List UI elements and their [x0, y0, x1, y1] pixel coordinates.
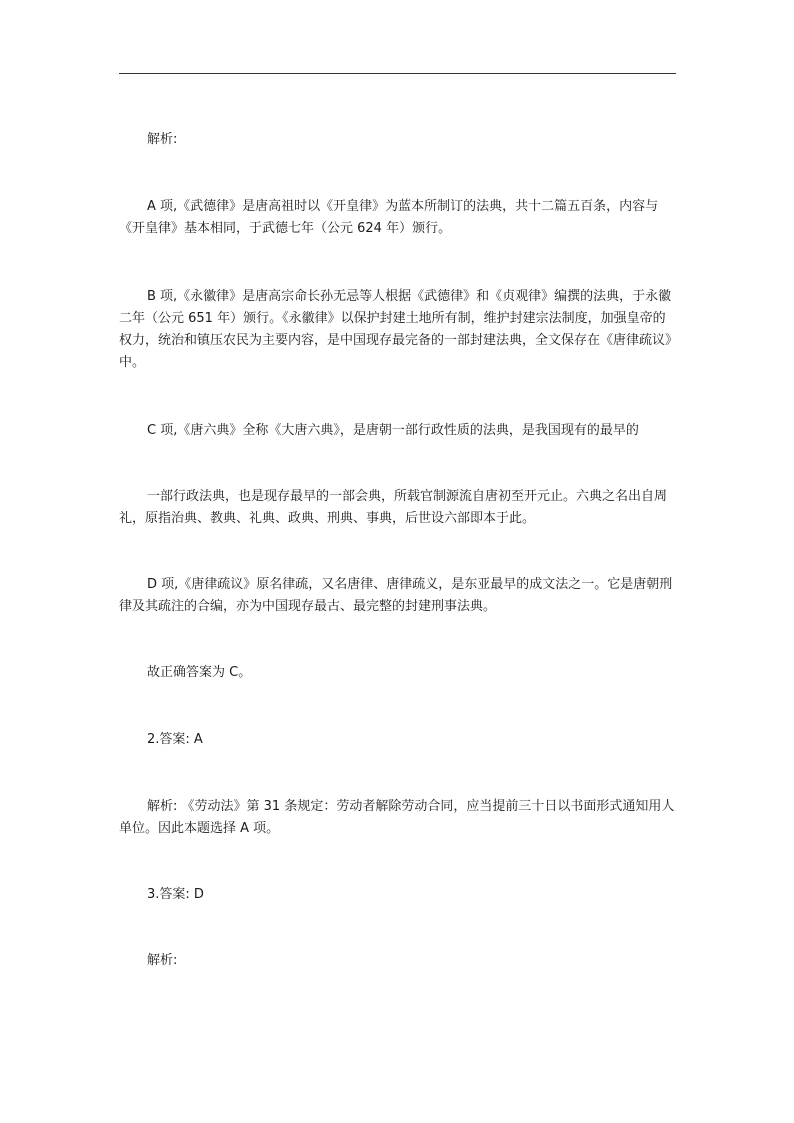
analysis-heading: 解析: [147, 132, 178, 147]
analysis-2-paragraph: 解析: 《劳动法》第 31 条规定：劳动者解除劳动合同，应当提前三十日以书面形式通知用人单位。因此本题选择 A 项。 [119, 799, 675, 836]
header-rule [119, 73, 676, 74]
option-c-continuation: 一部行政法典，也是现存最早的一部会典，所载官制源流自唐初至开元止。六典之名出自周礼，原指治典、教典、礼典、政典、刑典、事典，后世设六部即本于此。 [119, 489, 668, 526]
option-b-paragraph: B 项,《永徽律》是唐高宗命长孙无忌等人根据《武德律》和《贞观律》编撰的法典，于永徽二年（公元 651 年）颁行。《永徽律》以保护封建土地所有制，维护封建宗法制度，加强皇帝的权力，统治和镇压农民为主要内容，是中国现存最完备的一部封建法典，全文保存在《唐律疏议》中。 [119, 289, 672, 370]
option-a-paragraph: A 项,《武德律》是唐高祖时以《开皇律》为蓝本所制订的法典，共十二篇五百条，内容与《开皇律》基本相同，于武德七年（公元 624 年）颁行。 [119, 199, 659, 236]
conclusion-text: 故正确答案为 C。 [147, 665, 252, 680]
option-d-paragraph: D 项,《唐律疏议》原名律疏，又名唐律、唐律疏义，是东亚最早的成文法之一。它是唐朝刑律及其疏注的合编，亦为中国现存最古、最完整的封建刑事法典。 [119, 577, 673, 614]
answer-3: 3.答案: D [147, 887, 204, 902]
answer-2: 2.答案: A [147, 732, 203, 747]
option-c-paragraph: C 项,《唐六典》全称《大唐六典》，是唐朝一部行政性质的法典，是我国现有的最早的 [147, 423, 639, 438]
analysis-3-heading: 解析: [147, 953, 178, 968]
